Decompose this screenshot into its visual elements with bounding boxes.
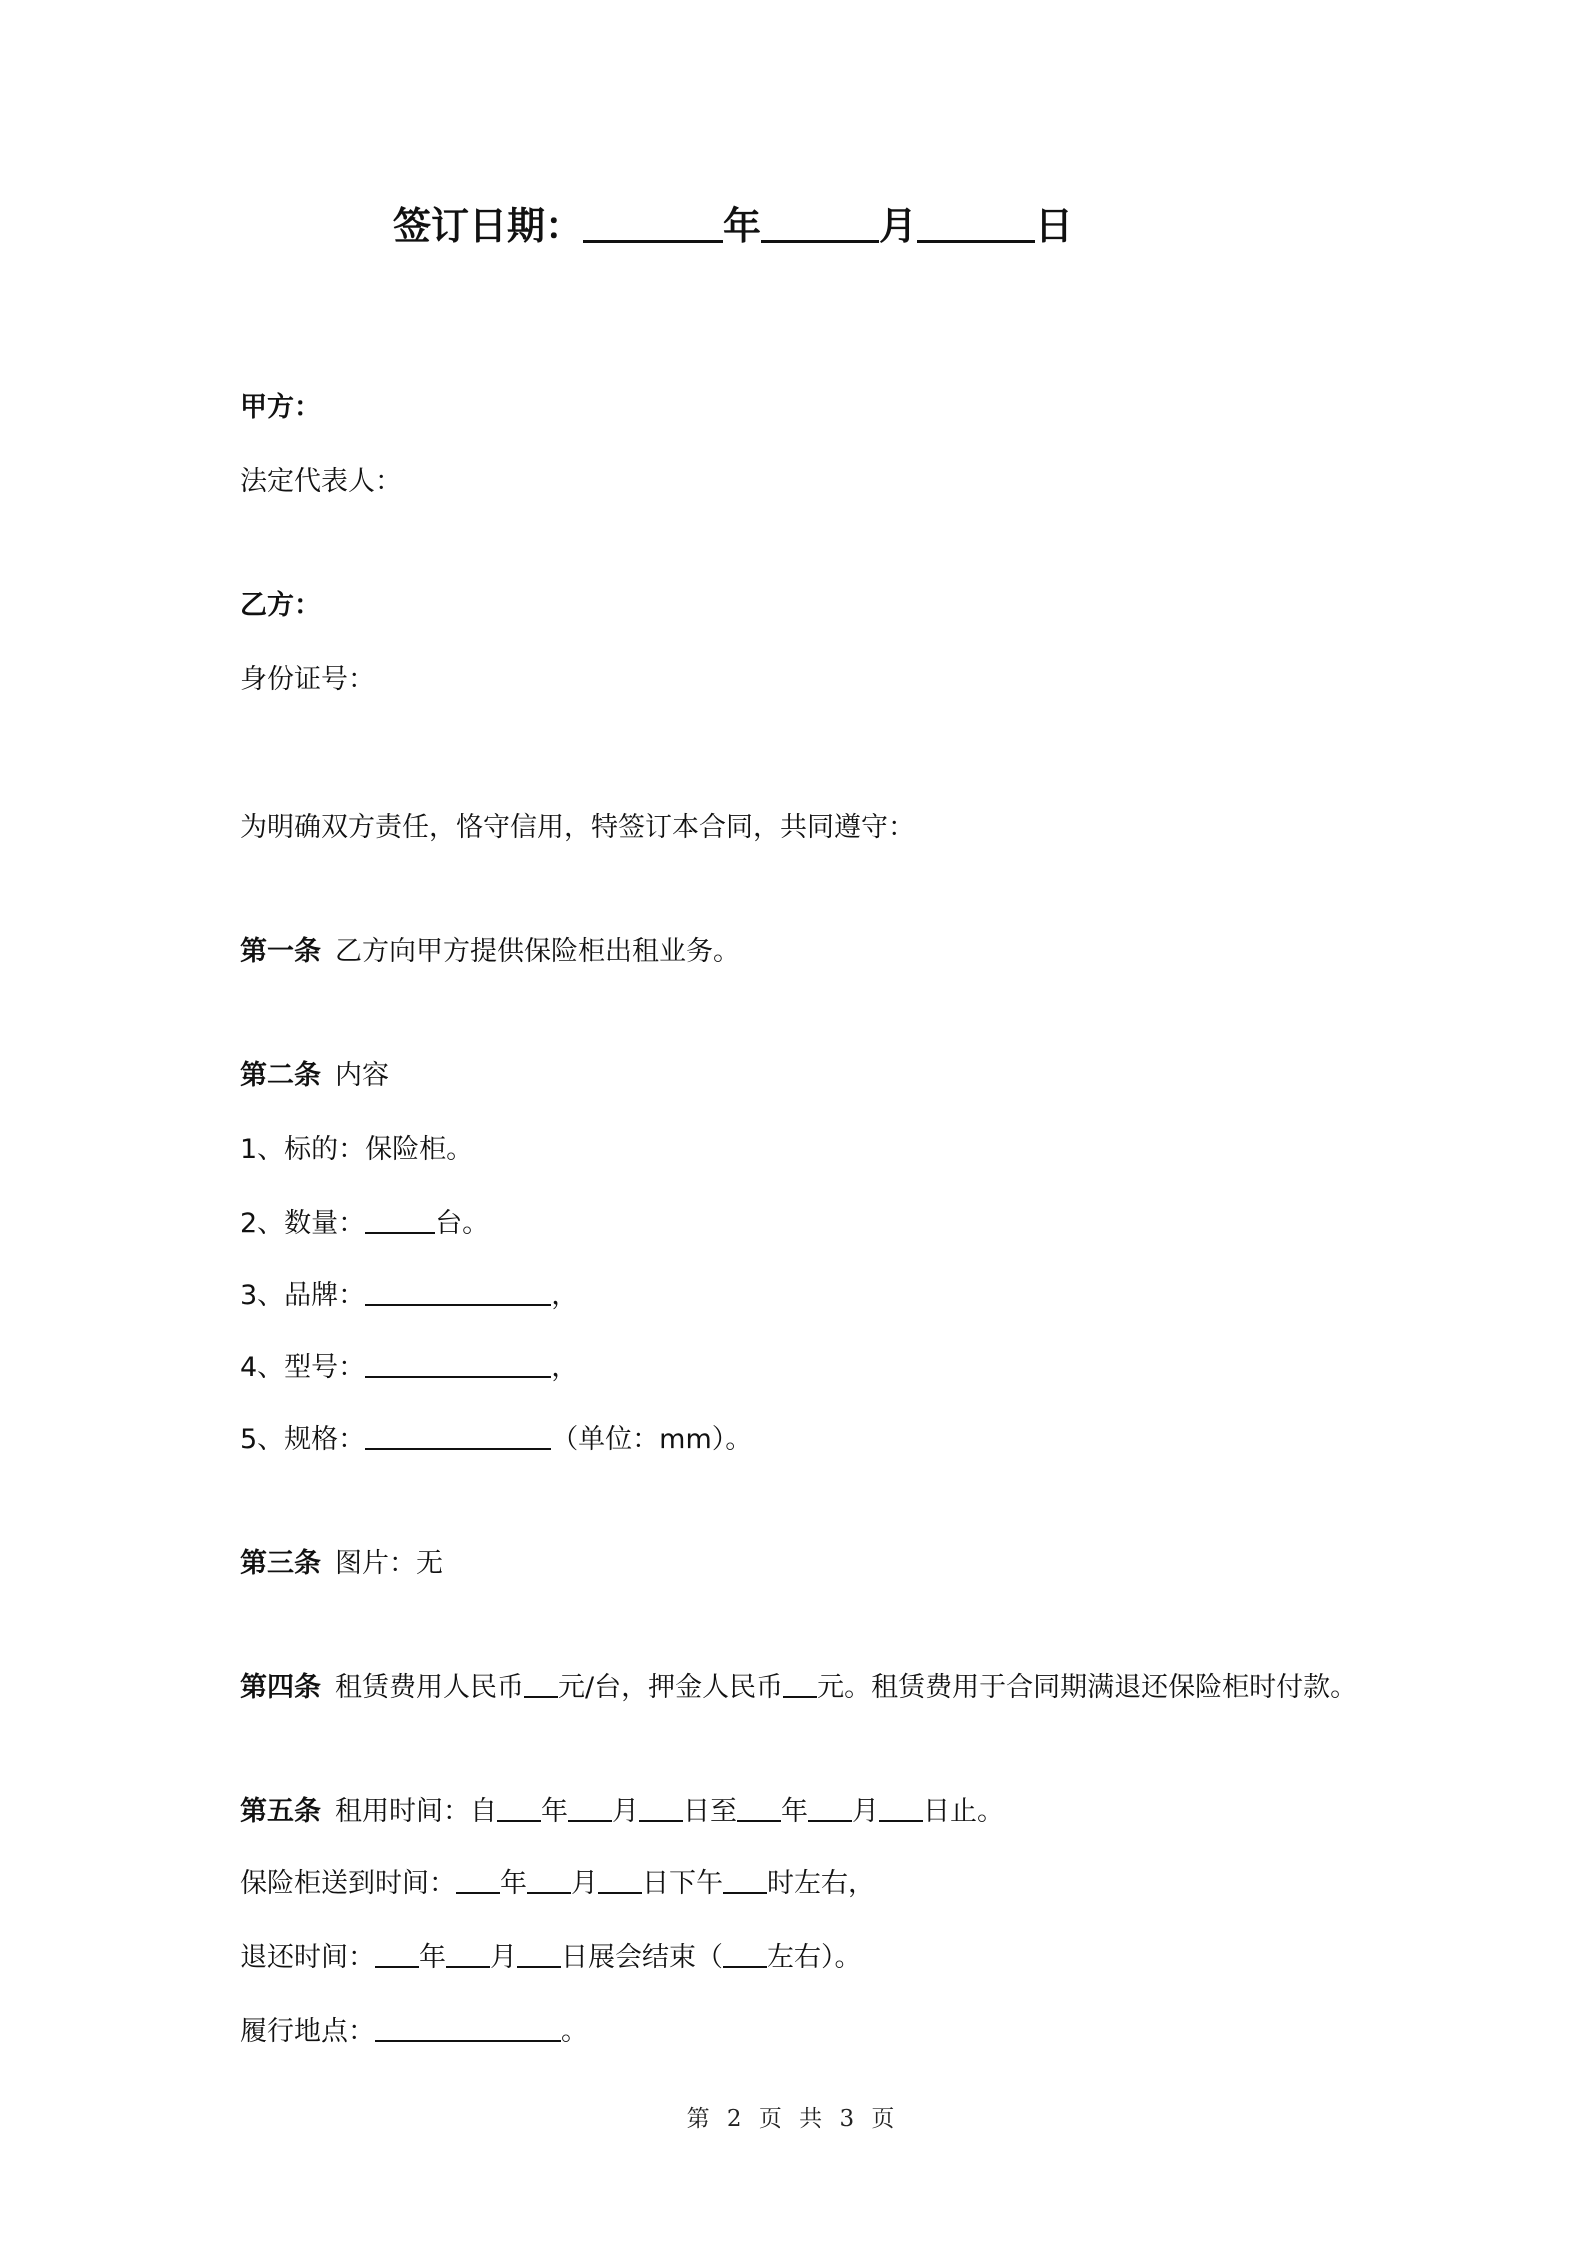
place-blank bbox=[375, 2013, 561, 2042]
model-blank bbox=[365, 1349, 551, 1378]
id-number-label: 身份证号： bbox=[240, 664, 375, 695]
article-5 bbox=[240, 1792, 1004, 1832]
article-4-head: 第四条 bbox=[240, 1672, 321, 1703]
end-month-blank bbox=[808, 1793, 852, 1822]
delivery-day-blank bbox=[598, 1865, 642, 1894]
rent-label: 租赁费用人民币 bbox=[335, 1672, 524, 1703]
return-time bbox=[240, 1938, 862, 1978]
item-spec bbox=[240, 1420, 752, 1460]
article-3 bbox=[240, 1544, 443, 1584]
delivery-year-text: 年 bbox=[500, 1868, 527, 1899]
party-a-label: 甲方： bbox=[240, 392, 321, 423]
article-3-text: 图片：无 bbox=[335, 1548, 443, 1579]
rental-period-label: 租用时间：自 bbox=[335, 1796, 497, 1827]
start-day-text: 日至 bbox=[683, 1796, 737, 1827]
delivery-time bbox=[240, 1864, 875, 1904]
deposit-blank bbox=[783, 1669, 817, 1698]
start-day-blank bbox=[639, 1793, 683, 1822]
item-quantity bbox=[240, 1204, 489, 1244]
start-year-text: 年 bbox=[541, 1796, 568, 1827]
end-month-text: 月 bbox=[852, 1796, 879, 1827]
performance-place bbox=[240, 2012, 588, 2052]
article-2-head: 第二条 bbox=[240, 1060, 321, 1091]
return-year-blank bbox=[375, 1939, 419, 1968]
item-quantity-label: 2、数量： bbox=[240, 1208, 366, 1239]
article-1-text: 乙方向甲方提供保险柜出租业务。 bbox=[335, 936, 740, 967]
quantity-blank bbox=[365, 1205, 435, 1234]
brand-blank bbox=[365, 1277, 551, 1306]
delivery-time-label: 保险柜送到时间： bbox=[240, 1868, 456, 1899]
item-brand bbox=[240, 1276, 578, 1316]
item-model-label: 4、型号： bbox=[240, 1352, 366, 1383]
return-month-blank bbox=[446, 1939, 490, 1968]
return-approx-text: 左右）。 bbox=[767, 1942, 862, 1973]
item-subject: 1、标的：保险柜。 bbox=[240, 1134, 474, 1165]
return-time-label: 退还时间： bbox=[240, 1942, 375, 1973]
rent-blank bbox=[524, 1669, 558, 1698]
article-5-head: 第五条 bbox=[240, 1796, 321, 1827]
month-blank bbox=[761, 204, 879, 243]
preamble: 为明确双方责任，恪守信用，特签订本合同，共同遵守： bbox=[240, 812, 915, 843]
return-day-blank bbox=[517, 1939, 561, 1968]
start-month-text: 月 bbox=[612, 1796, 639, 1827]
delivery-year-blank bbox=[456, 1865, 500, 1894]
signing-date-title bbox=[393, 200, 1073, 252]
article-4 bbox=[240, 1668, 1357, 1708]
article-1 bbox=[240, 932, 740, 972]
article-2 bbox=[240, 1056, 389, 1096]
legal-representative-label: 法定代表人： bbox=[240, 466, 402, 497]
day-blank bbox=[917, 204, 1035, 243]
signing-date-label: 签订日期： bbox=[393, 204, 584, 248]
start-month-blank bbox=[568, 1793, 612, 1822]
item-brand-label: 3、品牌： bbox=[240, 1280, 366, 1311]
end-day-blank bbox=[879, 1793, 923, 1822]
article-2-text: 内容 bbox=[335, 1060, 389, 1091]
item-brand-end: ， bbox=[551, 1280, 579, 1311]
end-year-blank bbox=[737, 1793, 781, 1822]
day-text: 日 bbox=[1035, 204, 1074, 248]
return-year-text: 年 bbox=[419, 1942, 446, 1973]
payment-terms: 元。租赁费用于合同期满退还保险柜时付款。 bbox=[817, 1672, 1358, 1703]
item-model-end: ， bbox=[551, 1352, 579, 1383]
end-year-text: 年 bbox=[781, 1796, 808, 1827]
performance-place-label: 履行地点： bbox=[240, 2016, 375, 2047]
item-spec-label: 5、规格： bbox=[240, 1424, 366, 1455]
month-text: 月 bbox=[879, 204, 918, 248]
delivery-day-text: 日下午 bbox=[642, 1868, 723, 1899]
delivery-hour-text: 时左右， bbox=[767, 1868, 875, 1899]
year-text: 年 bbox=[723, 204, 762, 248]
year-blank bbox=[583, 204, 723, 243]
item-spec-unit: （单位：mm）。 bbox=[551, 1424, 753, 1455]
place-end: 。 bbox=[561, 2016, 588, 2047]
delivery-hour-blank bbox=[723, 1865, 767, 1894]
deposit-label: 元/台，押金人民币 bbox=[558, 1672, 784, 1703]
party-b-label: 乙方： bbox=[240, 590, 321, 621]
spec-blank bbox=[365, 1421, 551, 1450]
page-number-footer: 第 2 页 共 3 页 bbox=[686, 2106, 900, 2132]
return-month-text: 月 bbox=[490, 1942, 517, 1973]
start-year-blank bbox=[497, 1793, 541, 1822]
article-3-head: 第三条 bbox=[240, 1548, 321, 1579]
delivery-month-text: 月 bbox=[571, 1868, 598, 1899]
end-day-text: 日止。 bbox=[923, 1796, 1004, 1827]
delivery-month-blank bbox=[527, 1865, 571, 1894]
article-1-head: 第一条 bbox=[240, 936, 321, 967]
item-model bbox=[240, 1348, 578, 1388]
item-quantity-unit: 台。 bbox=[435, 1208, 490, 1239]
return-approx-blank bbox=[723, 1939, 767, 1968]
return-day-text: 日展会结束（ bbox=[561, 1942, 723, 1973]
